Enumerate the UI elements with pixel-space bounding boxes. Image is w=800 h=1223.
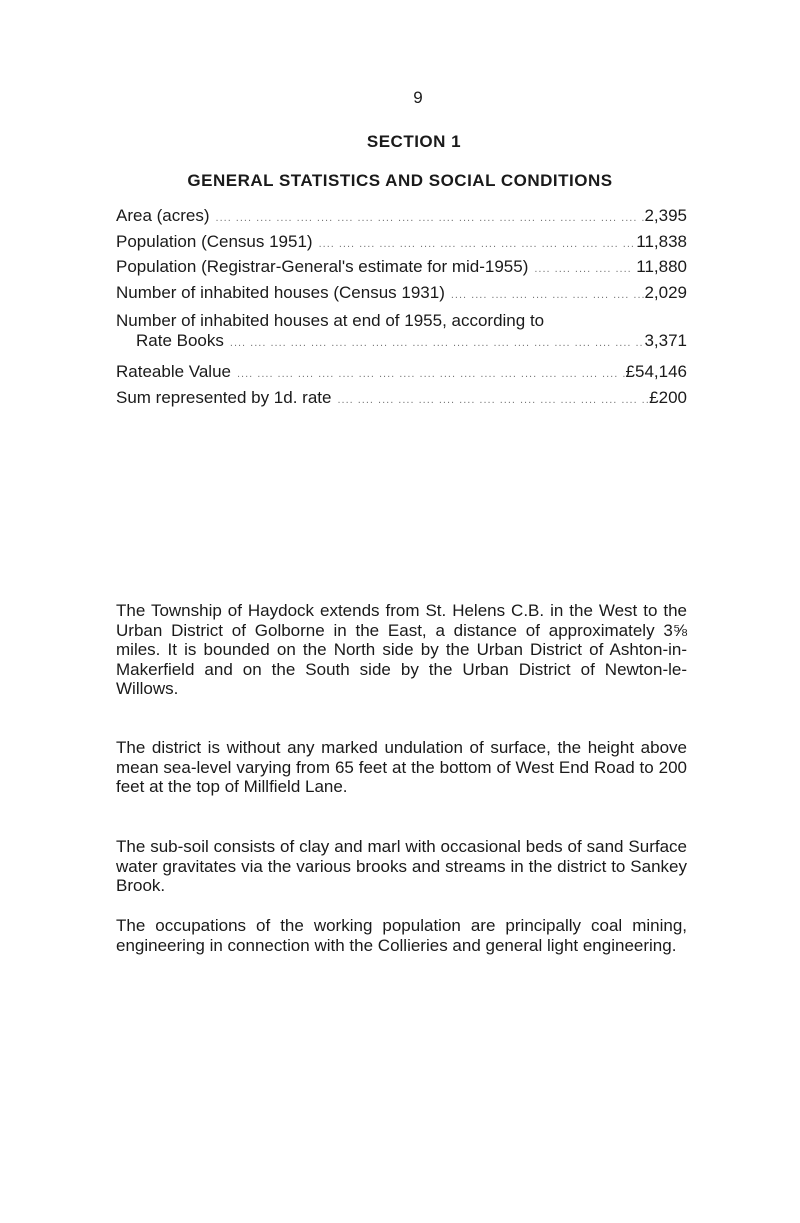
dot-leader	[313, 238, 637, 250]
stat-row-population-census	[116, 232, 687, 258]
stat-row-houses-census	[116, 283, 687, 309]
section-subtitle: GENERAL STATISTICS AND SOCIAL CONDITIONS	[187, 171, 613, 190]
dot-leader	[445, 289, 645, 301]
stat-label: Rateable Value	[116, 362, 231, 381]
stat-value: £54,146	[625, 362, 687, 381]
stat-value: 3,371	[644, 331, 687, 350]
stat-row-houses-rate-books	[116, 311, 687, 362]
section-title: SECTION 1	[366, 132, 462, 151]
stat-value: 11,880	[636, 257, 687, 276]
stat-label: Sum represented by 1d. rate	[116, 387, 332, 407]
stat-label: Population (Registrar-General's estimate for mid-1955)	[116, 257, 529, 276]
dot-leader	[224, 337, 645, 349]
stat-value: £200	[649, 387, 687, 407]
stat-label-line1: Number of inhabited houses at end of 1955, according to	[116, 311, 545, 330]
stat-value: 2,395	[644, 206, 687, 225]
dot-leader	[210, 212, 645, 224]
paragraph-occupations: The occupations of the working population are principally coal mining, engineering in connection with the Collieries and general light engineering.	[116, 916, 687, 955]
stat-label-line2-row	[116, 331, 687, 351]
stat-value: 11,838	[636, 231, 687, 251]
stat-row-population-estimate	[116, 257, 687, 283]
dot-leader	[331, 394, 649, 406]
stat-label: Population (Census 1951)	[116, 231, 313, 251]
paragraph-township-boundaries: The Township of Haydock extends from St. Helens C.B. in the West to the Urban District of Golborne in the East, a distance of approximately 3⅝ miles. It is bounded on the North side by the Urban District of Ashton-in-Makerfield and on the South side by the Urban District of Newton-le-Willows.	[116, 601, 687, 698]
stat-row-penny-rate	[116, 388, 687, 414]
stat-label: Number of inhabited houses (Census 1931)	[116, 282, 445, 302]
paragraph-sub-soil: The sub-soil consists of clay and marl with occasional beds of sand Surface water gravitates via the various brooks and streams in the district to Sankey Brook.	[116, 837, 687, 895]
stat-row-area	[116, 206, 687, 232]
paragraph-surface-height: The district is without any marked undulation of surface, the height above mean sea-level varying from 65 feet at the bottom of West End Road to 200 feet at the top of Millfield Lane.	[116, 738, 687, 796]
dot-leader	[231, 368, 626, 380]
stat-label-line2: Rate Books	[136, 331, 224, 350]
page-number: 9	[413, 88, 423, 107]
stat-value: 2,029	[644, 282, 687, 302]
statistics-table	[116, 206, 687, 413]
stat-label: Area (acres)	[116, 206, 210, 225]
dot-leader	[528, 263, 636, 275]
stat-row-rateable-value	[116, 362, 687, 388]
